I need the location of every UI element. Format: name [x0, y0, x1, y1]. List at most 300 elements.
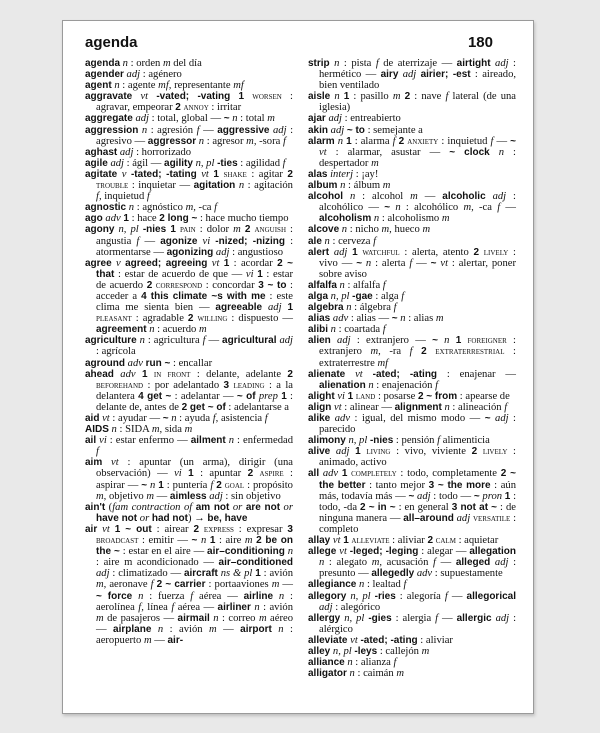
- bold-term: ~: [473, 490, 480, 502]
- sense-label: anxiety: [407, 135, 439, 147]
- italic-label: f: [504, 401, 508, 413]
- bold-term: allegation: [469, 546, 516, 558]
- italic-label: f: [392, 135, 396, 147]
- entry-text: —: [435, 557, 456, 569]
- bold-term: 1: [504, 490, 511, 502]
- italic-label: n: [371, 213, 380, 225]
- entry-text: -ca: [195, 202, 215, 214]
- bold-term: alien: [308, 335, 331, 347]
- bold-term: airliner: [217, 601, 251, 613]
- bold-term: 2 get ~ of: [181, 401, 226, 413]
- entry-text: : aerolínea: [96, 590, 293, 613]
- entry-text: : parecido: [319, 413, 517, 436]
- entry-text: : aquietar: [455, 535, 499, 547]
- italic-label: m: [244, 535, 253, 547]
- bold-term: air: [85, 523, 98, 535]
- bold-term: 2: [216, 479, 222, 491]
- bold-term: 1: [238, 91, 245, 103]
- bold-term: AIDS: [85, 424, 109, 436]
- bold-term: aggravate: [85, 91, 133, 103]
- italic-label: n: [229, 113, 238, 125]
- entry-text: : total: [237, 113, 268, 125]
- sense-label: pain: [179, 224, 196, 236]
- italic-label: m: [162, 58, 171, 69]
- bold-term: alcohol: [308, 191, 344, 203]
- entry-text: : SIDA: [116, 424, 152, 436]
- dictionary-entry: [85, 69, 293, 80]
- entry-text: -ca: [473, 202, 498, 214]
- page-number: 180: [467, 34, 493, 51]
- italic-label: n, pl: [328, 290, 350, 302]
- entry-text: : alcoholismo: [379, 213, 442, 225]
- italic-label: n, pl: [345, 435, 368, 447]
- bold-term: aggressor: [147, 135, 197, 147]
- italic-label: m,: [151, 424, 163, 436]
- bold-term: strip: [308, 58, 330, 69]
- italic-label: adj: [96, 568, 110, 580]
- italic-label: f: [375, 58, 379, 69]
- entry-text: : encallar: [170, 357, 213, 369]
- sense-label: watchful: [362, 246, 400, 258]
- sense-label: express: [203, 523, 234, 535]
- dictionary-entry: [308, 291, 516, 302]
- entry-text: —: [216, 623, 241, 635]
- bold-term: -nies: [369, 435, 394, 447]
- entry-text: : apuntar (un arma), dirigir (una observación) —: [96, 457, 293, 480]
- italic-label: vt: [345, 368, 363, 380]
- italic-label: v: [117, 168, 127, 180]
- bold-term: 2: [398, 135, 405, 147]
- italic-label: n: [329, 58, 340, 69]
- bold-term: alignment: [394, 401, 442, 413]
- bold-term: 1: [287, 302, 293, 314]
- italic-label: n: [328, 324, 336, 336]
- italic-label: adj: [276, 335, 293, 347]
- italic-label: adj: [330, 446, 350, 458]
- dictionary-entry: [85, 358, 293, 369]
- italic-label: f: [382, 324, 386, 336]
- bold-term: alley: [308, 645, 331, 657]
- bold-term: ~: [162, 413, 169, 424]
- italic-label: or: [137, 512, 150, 524]
- italic-label: vt: [330, 535, 341, 547]
- bold-term: 1: [281, 390, 287, 402]
- bold-term: ailment: [190, 435, 226, 447]
- italic-label: m: [441, 213, 450, 225]
- italic-label: m,: [96, 490, 107, 502]
- italic-label: f: [497, 202, 501, 214]
- bold-term: ~: [356, 257, 363, 269]
- italic-label: m: [382, 180, 391, 192]
- entry-text: : enajenación: [373, 379, 436, 391]
- bold-term: agony: [85, 224, 115, 236]
- bold-term: -gies: [368, 612, 392, 624]
- entry-text: : sin objetivo: [222, 490, 281, 502]
- entry-text: : avión: [163, 623, 209, 635]
- italic-label: f: [214, 202, 218, 214]
- dictionary-entry: [308, 125, 516, 136]
- entry-text: de pasajeros —: [103, 612, 178, 624]
- bold-term: ~: [408, 490, 415, 502]
- entry-text: : alias: [405, 313, 436, 325]
- bold-term: alcoholic: [442, 191, 486, 203]
- italic-label: f: [190, 590, 194, 602]
- bold-term: 2: [193, 523, 200, 535]
- bold-term: 1: [341, 468, 348, 480]
- italic-label: n: [273, 590, 285, 602]
- bold-term: 2 ~ in ~: [360, 501, 396, 513]
- dictionary-entry: [85, 202, 293, 213]
- entry-text: : delante de, antes de: [96, 390, 293, 413]
- italic-label: m: [258, 612, 267, 624]
- entry-text: : aspirar —: [96, 468, 294, 491]
- italic-label: n: [339, 224, 348, 236]
- dictionary-entry: [308, 224, 516, 235]
- italic-label: adj: [262, 302, 282, 314]
- bold-term: ~ clock: [449, 146, 490, 158]
- dictionary-entry: [308, 180, 516, 191]
- italic-label: vt: [331, 401, 342, 413]
- sense-label: shake: [223, 168, 247, 180]
- bold-term: agender: [85, 69, 124, 81]
- entry-text: : alérgico: [319, 612, 517, 635]
- bold-term: 1: [188, 468, 194, 480]
- italic-label: adj: [329, 246, 348, 258]
- italic-label: n: [330, 91, 340, 103]
- bold-term: airline: [243, 590, 274, 602]
- dictionary-entry: [308, 113, 516, 124]
- bold-term: agent: [85, 80, 112, 92]
- bold-term: all–around: [403, 512, 454, 524]
- bold-term: ahead: [85, 368, 114, 380]
- italic-label: n: [343, 191, 356, 203]
- italic-label: adj: [269, 124, 287, 136]
- italic-label: n: [235, 180, 245, 192]
- italic-label: f: [282, 157, 286, 169]
- bold-term: allay: [308, 535, 331, 547]
- dictionary-entry: [85, 58, 293, 69]
- bold-term: 2: [146, 279, 153, 291]
- entry-text: : animado, activo: [319, 446, 517, 469]
- entry-text: : en general: [395, 501, 452, 513]
- entry-text: : horrorizado: [133, 146, 192, 158]
- entry-text: —: [493, 135, 511, 147]
- italic-label: m: [435, 313, 444, 325]
- entry-text: —: [151, 634, 168, 646]
- entry-text: : delante, adelante: [190, 368, 288, 380]
- dictionary-entry: [308, 646, 516, 657]
- dictionary-page: [62, 20, 534, 714]
- sense-label: extraterrestrial: [435, 346, 505, 358]
- bold-term: 1: [255, 568, 261, 580]
- sense-label: willing: [197, 313, 228, 325]
- bold-term: alias: [308, 313, 331, 325]
- entry-text: (: [105, 501, 113, 513]
- bold-term: allegedly: [371, 568, 415, 580]
- entry-text: : a la delantera: [96, 379, 293, 402]
- bold-term: 1: [213, 168, 219, 180]
- dictionary-entry: [308, 369, 516, 391]
- entry-text: : posarse: [375, 390, 418, 402]
- italic-label: vi: [197, 235, 211, 247]
- bold-term: airtight: [456, 58, 491, 69]
- italic-label: adv: [113, 368, 136, 380]
- dictionary-entry: [85, 369, 293, 413]
- entry-text: : alias —: [348, 313, 392, 325]
- dictionary-entry: [85, 502, 293, 524]
- dictionary-entry: [308, 324, 516, 335]
- italic-label: f: [196, 124, 200, 136]
- entry-text: : dispuesto —: [227, 313, 293, 325]
- bold-term: 1: [343, 535, 349, 547]
- dictionary-entry: [308, 591, 516, 613]
- entry-text: [413, 346, 422, 357]
- bold-term: alarm: [308, 135, 335, 147]
- entry-text: —: [500, 202, 517, 214]
- dictionary-entry: [85, 224, 293, 257]
- entry-text: : tanto mejor: [365, 479, 429, 491]
- entry-text: : agresivo —: [96, 124, 294, 147]
- bold-term: alimony: [308, 435, 346, 447]
- entry-text: : acordar: [229, 257, 278, 269]
- entry-text: : inquietud: [438, 135, 491, 147]
- bold-term: -nized; -nizing: [215, 235, 285, 247]
- italic-label: n: [365, 379, 374, 391]
- entry-text: —: [139, 235, 161, 247]
- italic-label: f: [136, 235, 140, 247]
- italic-label: m: [233, 224, 241, 236]
- italic-label: vi: [174, 468, 182, 480]
- bold-term: ~: [141, 479, 148, 491]
- bold-term: allergic: [456, 612, 492, 624]
- bold-term: alert: [308, 246, 330, 258]
- bold-term: all: [308, 468, 320, 480]
- dictionary-entry: [308, 169, 516, 180]
- bold-term: agreement: [96, 324, 147, 336]
- bold-term: 1: [123, 213, 129, 225]
- entry-text: : agente: [119, 80, 159, 92]
- entry-text: : inquietar —: [128, 180, 194, 192]
- entry-text: : presunto —: [319, 557, 517, 580]
- entry-text: : agricultura: [144, 335, 203, 347]
- bold-term: 1: [223, 257, 230, 269]
- entry-text: : alegórico: [332, 601, 381, 613]
- sense-label: living: [366, 446, 391, 458]
- entry-text: : enfermedad: [234, 435, 293, 447]
- bold-term: agitation: [193, 180, 236, 192]
- bold-term: 1: [209, 535, 216, 547]
- dictionary-entry: [308, 91, 516, 113]
- bold-term: 4 this climate ~s with me: [141, 290, 266, 302]
- bold-term: 2 long ~: [159, 213, 198, 225]
- entry-text: —: [447, 590, 467, 602]
- italic-label: f: [444, 590, 448, 602]
- entry-text: : acceder a: [96, 279, 293, 302]
- entry-text: [363, 369, 373, 380]
- entry-text: : aireado, bien ventilado: [319, 69, 517, 92]
- bold-term: -leys: [354, 645, 378, 657]
- dictionary-entry: [85, 147, 293, 158]
- bold-term: alike: [308, 413, 331, 424]
- sense-label: worsen: [252, 91, 282, 103]
- bold-term: alliance: [308, 657, 345, 669]
- italic-label: n, pl: [330, 645, 352, 657]
- italic-label: n, pl: [346, 590, 371, 602]
- italic-label: n: [250, 601, 260, 613]
- italic-label: f: [373, 235, 377, 247]
- entry-text: : extranjero —: [350, 335, 433, 347]
- entry-text: : ayudar —: [109, 413, 163, 424]
- bold-term: alleviate: [308, 634, 348, 646]
- right-column: [308, 58, 516, 679]
- bold-term: 1: [343, 91, 350, 103]
- italic-label: adj: [319, 601, 333, 613]
- bold-term: 1: [347, 390, 354, 402]
- entry-text: : aeropuerto: [96, 623, 293, 646]
- entry-text: asistencia: [218, 413, 265, 424]
- entry-text: -sora: [256, 135, 283, 147]
- italic-label: m: [410, 191, 418, 203]
- dictionary-entry: [308, 468, 516, 535]
- bold-term: 2: [247, 468, 254, 480]
- bold-term: ~: [223, 113, 230, 125]
- bold-term: 2: [427, 535, 434, 547]
- italic-label: n, pl: [192, 157, 215, 169]
- italic-label: m: [198, 324, 207, 336]
- bold-term: 1: [257, 268, 263, 280]
- entry-text: : pensión: [393, 435, 438, 447]
- entry-text: : alerta, atento: [399, 246, 474, 258]
- bold-term: 3: [223, 379, 230, 391]
- entry-text: : alegar —: [418, 546, 470, 558]
- sense-label: annoy: [183, 102, 209, 114]
- bold-term: agreed; agreeing: [125, 257, 208, 269]
- italic-label: m: [271, 579, 280, 591]
- bold-term: aground: [85, 357, 125, 369]
- italic-label: m: [422, 224, 431, 236]
- sense-label: completely: [351, 468, 397, 480]
- dictionary-entry: [308, 435, 516, 446]
- dictionary-entry: [308, 635, 516, 646]
- entry-text: —: [205, 335, 223, 347]
- bold-term: had not: [151, 512, 188, 524]
- sense-label: versatile: [472, 512, 511, 524]
- italic-label: n: [132, 590, 144, 602]
- entry-text: : concordar: [202, 279, 259, 291]
- entry-text: : alfalfa: [344, 279, 383, 291]
- bold-term: align: [308, 401, 332, 413]
- italic-label: adj: [490, 58, 509, 69]
- italic-label: n: [319, 557, 325, 569]
- italic-label: f: [264, 413, 268, 424]
- dictionary-entry: [85, 524, 293, 646]
- entry-text: aérea —: [193, 590, 244, 602]
- dictionary-entry: [308, 413, 516, 435]
- dictionary-entry: [85, 158, 293, 169]
- entry-text: : avión: [259, 601, 294, 613]
- italic-label: adj: [414, 490, 431, 502]
- dictionary-entry: [308, 58, 516, 91]
- bold-term: ~ force: [96, 590, 133, 602]
- bold-term: aggression: [85, 124, 139, 136]
- entry-text: ) →: [187, 512, 208, 524]
- entry-text: : nave: [410, 91, 446, 103]
- entry-text: : agénero: [140, 69, 182, 81]
- entry-text: : expresar: [233, 523, 288, 535]
- entry-text: línea: [143, 601, 172, 613]
- italic-label: adj: [330, 335, 351, 347]
- italic-label: m: [209, 623, 217, 635]
- dictionary-entry: [308, 236, 516, 247]
- italic-label: adj: [132, 113, 149, 125]
- italic-label: vt: [196, 168, 209, 180]
- italic-label: adj: [398, 69, 417, 81]
- italic-label: n: [362, 257, 372, 269]
- italic-label: n: [356, 579, 365, 591]
- entry-text: : igual, del mismo modo —: [350, 413, 485, 424]
- entry-text: : estar de acuerdo de que —: [114, 268, 246, 280]
- bold-term: 2: [287, 168, 293, 180]
- dictionary-entry: [308, 402, 516, 413]
- italic-label: n: [120, 58, 128, 69]
- italic-label: fam contraction of: [112, 501, 193, 513]
- bold-term: airport: [240, 623, 272, 635]
- entry-text: representante: [171, 80, 234, 92]
- italic-label: vt: [336, 546, 347, 558]
- italic-label: m: [371, 157, 379, 169]
- italic-label: adv: [330, 313, 349, 325]
- italic-label: vt: [132, 91, 149, 103]
- italic-label: n, pl: [340, 612, 365, 624]
- entry-text: alimenticia: [440, 435, 490, 447]
- italic-label: vt: [207, 257, 220, 269]
- entry-text: : estar de acuerdo: [96, 268, 293, 291]
- entry-text: : apearse de: [457, 390, 510, 402]
- italic-label: n: [147, 479, 156, 491]
- entry-text: hueco: [391, 224, 423, 236]
- entry-text: : ¡ay!: [353, 168, 379, 180]
- entry-text: : adelantar —: [171, 390, 237, 402]
- bold-term: ~: [384, 202, 391, 214]
- entry-text: : todo, completamente: [396, 468, 501, 480]
- bold-term: aghast: [85, 146, 118, 158]
- bold-term: 2: [187, 313, 194, 325]
- bold-term: 1: [346, 135, 352, 147]
- italic-label: n: [196, 135, 205, 147]
- bold-term: ~: [391, 313, 398, 325]
- entry-text: : aliviar: [417, 634, 453, 646]
- bold-term: 1: [355, 446, 361, 458]
- italic-label: adj: [107, 157, 124, 169]
- italic-label: f: [210, 479, 214, 491]
- bold-term: agenda: [85, 58, 121, 69]
- italic-label: n, pl: [114, 224, 139, 236]
- sense-label: trouble: [96, 180, 129, 192]
- italic-label: f: [435, 612, 439, 624]
- entry-text: : ayuda: [176, 413, 213, 424]
- italic-label: vt: [97, 523, 110, 535]
- sense-label: pleasant: [96, 313, 132, 325]
- italic-label: n: [489, 146, 505, 158]
- dictionary-entry: [85, 113, 293, 124]
- bold-term: alligator: [308, 668, 347, 680]
- bold-term: aircraft: [183, 568, 218, 580]
- entry-text: : airear: [151, 523, 194, 535]
- italic-label: n: [146, 324, 155, 336]
- bold-term: ain't: [85, 501, 106, 513]
- bold-term: 2: [244, 224, 251, 236]
- bold-term: alas: [308, 168, 328, 180]
